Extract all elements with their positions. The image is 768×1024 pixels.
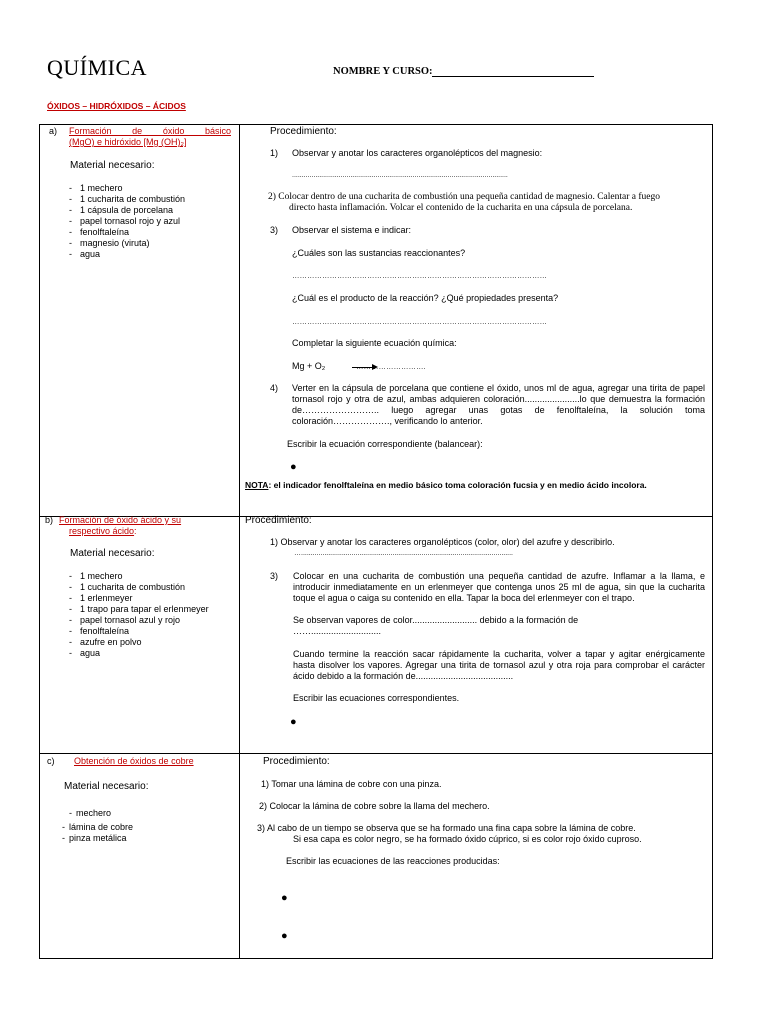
section-c-step-1: 1) Tomar una lámina de cobre con una pinza.	[261, 779, 442, 789]
worksheet-subtitle: ÓXIDOS – HIDRÓXIDOS – ÁCIDOS	[47, 101, 186, 111]
answer-bullet-icon: ●	[290, 716, 297, 728]
list-item: 1 cápsula de porcelana	[80, 205, 174, 215]
section-a-proc-label: Procedimiento:	[270, 126, 337, 137]
list-item: lámina de cobre	[69, 822, 134, 832]
list-item: 1 cucharita de combustión	[80, 582, 186, 592]
list-item: 1 trapo para tapar el erlenmeyer	[80, 604, 209, 614]
page-title: QUÍMICA	[47, 55, 148, 80]
section-a-question-2: ¿Cuál es el producto de la reacción? ¿Qué propiedades presenta?	[292, 293, 559, 303]
section-b-letter: b)	[45, 515, 54, 525]
list-item: agua	[80, 249, 101, 259]
section-a-step-3: Observar el sistema e indicar:	[292, 225, 412, 235]
section-a-complete-label: Completar la siguiente ecuación química:	[292, 338, 457, 348]
nota-label: NOTA	[245, 480, 269, 490]
worksheet-table: a) Formación de óxido básico (MgO) e hidróxido [Mg (OH)₂] Material necesario: - 1 mechero - 1 cucharita de combustión - 1 cápsula de porcelana - papel tornasol rojo y azul - fenolftaleína - magnesio (viruta) - agua Procedimiento: 1) Observar y anotar los caracteres organolépticos del magnesio: ............................................................................................................... 2) Colocar dentro de una cucharita de combustión una pequeña cantidad de magnesio. Calentar a fuego directo hasta inflamación. Volcar el contenido de la cucharita en una cápsula de porcelana. 3) Observar el sistema e indicar: ¿Cuáles son las sustancias reaccionantes? ………………………………………………………………………………………… ¿Cuál es el producto de la reacción? ¿Qué propiedades presenta? ………………………………………………………………………………………… Completar la siguiente ecuación química: Mg + O₂ ………………………. 4) Verter en la cápsula de porcelana que contiene el óxido, unos ml de agua, agregar una tirita de papel tornasol rojo y otra de azul, ambas adquieren coloración......................lo que demuestra la formación de…………………….. luego agregar unas gotas de fenolftaleína, la solución toma coloración………………., verificando lo anterior. Escribir la ecuación correspondiente (balancear): ● NOTA: el indicador fenolftaleína en medio básico toma coloración fucsia y en medio ácido incolora. b) Formación de óxido ácido y su respectivo ácido: Material necesario: - 1 mechero - 1 cucharita de combustión - 1 erlenmeyer - 1 trapo para tapar el erlenmeyer - papel tornasol azul y rojo - fenolftaleína - azufre en polvo - agua Procedimiento: 1) Observar y anotar los caracteres organolépticos (color, olor) del azufre y describirlo. …............................................................................................................. 3) Colocar en una cucharita de combustión una pequeña cantidad de azufre. Inflamar a la llama, e introducir inmediatamente en un erlenmeyer que contenga unos 25 ml de agua, sin que la cucharita toque el agua o caiga su contenido en ella. Tapar la boca del erlenmeyer con el trapo. Se observan vapores de color.......................... debido a la formación de ……............................ Cuando termine la reacción sacar rápidamente la cucharita, volver a tapar y agitar enérgicamente hasta disolver los vapores. Agregar una tirita de tornasol azul y otra roja para comprobar el carácter ácido debido a la formación de....................................... Escribir las ecuaciones correspondientes. ● c) Obtención de óxidos de cobre Material necesario: - mechero - lámina de cobre - pinza metálica Procedimiento: 1) Tomar una lámina de cobre con una pinza. 2) Colocar la lámina de cobre sobre la llama del mechero. 3) Al cabo de un tiempo se observa que se ha formado una fina capa sobre la lámina de cobre. Si esa capa es color negro, se ha formado óxido cúprico, si es color rojo óxido cuproso. Escribir las ecuaciones de las reacciones producidas: ● ●	[39, 124, 713, 959]
column-divider	[239, 125, 240, 958]
section-a-question-2-blank[interactable]: …………………………………………………………………………………………	[292, 317, 547, 326]
section-a-step-1: Observar y anotar los caracteres organolépticos del magnesio:	[292, 148, 543, 158]
section-a-letter: a)	[49, 126, 58, 136]
section-c-escribir: Escribir las ecuaciones de las reacciones producidas:	[286, 856, 500, 866]
list-item: agua	[80, 648, 101, 658]
section-b-title-2: respectivo ácido	[69, 526, 135, 536]
section-b-vapores-1: Se observan vapores de color.......................... debido a la formación de	[293, 615, 579, 625]
section-b-step-1-blank[interactable]: ….............................................................................................................	[294, 550, 513, 557]
section-b-vapores-2[interactable]: ……............................	[293, 626, 382, 636]
list-item: papel tornasol rojo y azul	[80, 216, 181, 226]
list-item: papel tornasol azul y rojo	[80, 615, 181, 625]
section-a-step-2-line-2: directo hasta inflamación. Volcar el contenido de la cucharita en una cápsula de porcelana.	[289, 203, 633, 213]
equation-blank[interactable]: ……………………….	[356, 362, 426, 371]
section-b-step-1: 1) Observar y anotar los caracteres organolépticos (color, olor) del azufre y describirlo.	[270, 537, 615, 547]
section-b-title-1: Formación de óxido ácido y su	[59, 515, 182, 525]
section-c-proc-label: Procedimiento:	[263, 756, 330, 767]
section-a-step-1-blank[interactable]: ...............................................................................................................	[292, 172, 508, 179]
list-item: fenolftaleína	[80, 626, 130, 636]
section-b-material-label: Material necesario:	[70, 548, 155, 559]
nombre-label: NOMBRE Y CURSO:	[333, 66, 433, 77]
nombre-field[interactable]	[432, 76, 594, 77]
answer-bullet-icon: ●	[281, 930, 288, 942]
equation-left: Mg + O₂	[292, 361, 326, 371]
section-c-step-3-line-2: Si esa capa es color negro, se ha formado óxido cúprico, si es color rojo óxido cuproso.	[293, 834, 642, 844]
section-b-cuando: Cuando termine la reacción sacar rápidamente la cucharita, volver a tapar y agitar enérgicamente hasta disolver los vapores. Agregar una tirita de tornasol azul y otra roja para comprobar el carácter ácido debido a la formación de.......................................	[293, 649, 705, 681]
reaction-arrow-icon	[352, 367, 376, 368]
nota-text: : el indicador fenolftaleína en medio básico toma coloración fucsia y en medio ácido incolora.	[268, 480, 647, 490]
section-c-step-2: 2) Colocar la lámina de cobre sobre la llama del mechero.	[259, 801, 490, 811]
list-item: 1 erlenmeyer	[80, 593, 133, 603]
section-c-step-3-line-1: 3) Al cabo de un tiempo se observa que se ha formado una fina capa sobre la lámina de cobre.	[257, 823, 636, 833]
section-a-title-1: Formación de óxido básico	[69, 126, 231, 136]
section-a-step-4: Verter en la cápsula de porcelana que contiene el óxido, unos ml de agua, agregar una tirita de papel tornasol rojo y otra de azul, ambas adquieren coloración......................lo que demuestra la formación de…………………….. luego agregar unas gotas de fenolftaleína, la solución toma coloración………………., verificando lo anterior.	[292, 383, 705, 426]
row-divider-bc	[40, 753, 712, 754]
list-item: 1 mechero	[80, 571, 123, 581]
section-a-question-1-blank[interactable]: …………………………………………………………………………………………	[292, 271, 547, 280]
section-b-proc-label: Procedimiento:	[245, 515, 312, 526]
list-item: pinza metálica	[69, 833, 127, 843]
section-b-escribir: Escribir las ecuaciones correspondientes.	[293, 693, 460, 703]
section-a-question-1: ¿Cuáles son las sustancias reaccionantes?	[292, 248, 466, 258]
list-item: 1 cucharita de combustión	[80, 194, 186, 204]
list-item: magnesio (viruta)	[80, 238, 150, 248]
section-a-title-2: (MgO) e hidróxido [Mg (OH)₂]	[69, 137, 187, 147]
section-a-material-label: Material necesario:	[70, 160, 155, 171]
section-c-letter: c)	[47, 756, 55, 766]
list-item: 1 mechero	[80, 183, 123, 193]
section-b-step-3: Colocar en una cucharita de combustión una pequeña cantidad de azufre. Inflamar a la llama, e introducir inmediatamente en un erlenmeyer que contenga unos 25 ml de agua, sin que la cucharita toque el agua o caiga su contenido en ella. Tapar la boca del erlenmeyer con el trapo.	[293, 571, 705, 603]
section-c-material-label: Material necesario:	[64, 781, 149, 792]
list-item: mechero	[76, 808, 112, 818]
section-a-step-2-line-1: 2) Colocar dentro de una cucharita de combustión una pequeña cantidad de magnesio. Calentar a fuego	[268, 192, 660, 202]
answer-bullet-icon: ●	[281, 892, 288, 904]
section-a-escribir: Escribir la ecuación correspondiente (balancear):	[287, 439, 483, 449]
answer-bullet-icon: ●	[290, 461, 297, 473]
section-c-title: Obtención de óxidos de cobre	[74, 756, 194, 766]
list-item: azufre en polvo	[80, 637, 142, 647]
list-item: fenolftaleína	[80, 227, 130, 237]
